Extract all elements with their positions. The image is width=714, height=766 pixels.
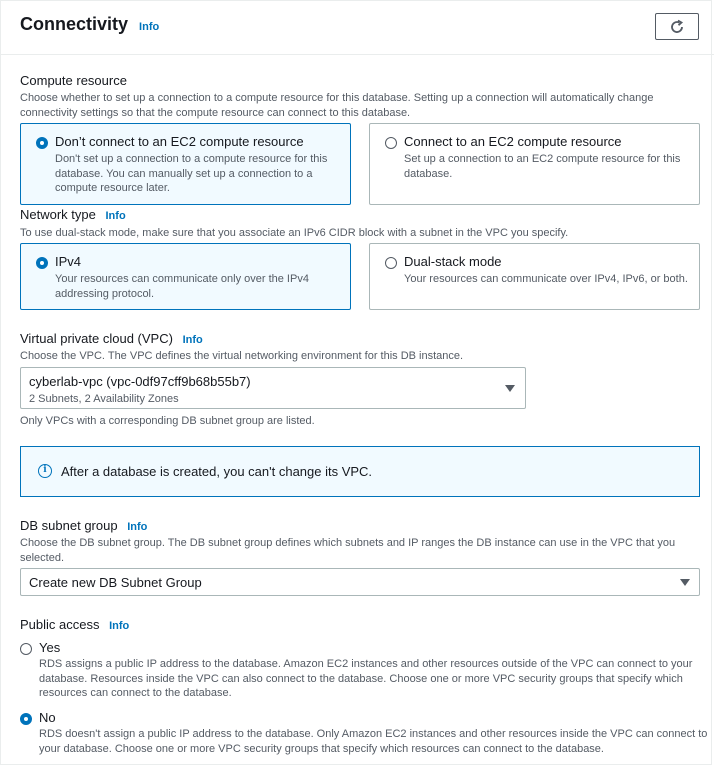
network-type-description: To use dual-stack mode, make sure that you associate an IPv6 CIDR block with a subnet in the VPC you specify. [20,227,569,239]
vpc-description: Choose the VPC. The VPC defines the virtual networking environment for this DB instance. [20,350,464,362]
tile-dual-stack[interactable] [369,243,700,310]
vpc-hint: Only VPCs with a corresponding DB subnet group are listed. [20,415,315,427]
option-desc-line: RDS doesn't assign a public IP address to the database. Only Amazon EC2 instances and other resources inside the VPC can connect to [39,728,708,740]
compute-resource-label: Compute resource [20,73,127,88]
vpc-label-text: Virtual private cloud (VPC) [20,331,173,346]
public-access-yes-desc [39,657,710,701]
subnet-group-desc-line2: selected. [20,551,65,564]
subnet-group-label-text: DB subnet group [20,518,118,533]
public-access-no-title: No [39,710,56,725]
info-circle-icon: i [38,464,52,478]
tile-desc-line: Your resources can communicate over IPv4, IPv6, or both. [404,273,688,285]
tile-connect-ec2-desc [404,152,680,181]
public-access-label-text: Public access [20,617,100,632]
tile-desc-line: Your resources can communicate only over the IPv4 [55,273,309,285]
tile-desc-line: compute resource later. [55,182,170,194]
vpc-select[interactable] [20,367,526,409]
tile-desc-line: Don't set up a connection to a compute resource for this [55,153,328,165]
tile-dual-stack-desc [404,272,688,287]
subnet-group-select-value: Create new DB Subnet Group [29,575,202,590]
vpc-select-detail: 2 Subnets, 2 Availability Zones [29,393,179,405]
tile-desc-line: database. You can manually set up a connection to a [55,167,313,180]
tile-ipv4[interactable] [20,243,351,310]
option-desc-line: database. Resources inside the VPC can also connect to the database. Choose one or more VPC security groups that specify which [39,672,683,685]
tile-dont-connect-ec2[interactable] [20,123,351,205]
vpc-alert-text: After a database is created, you can't change its VPC. [61,464,373,479]
panel-title-text: Connectivity [20,14,129,34]
info-link[interactable]: Info [139,21,160,33]
subnet-group-description [20,536,700,565]
option-desc-line: your database. Choose one or more VPC security groups that specify which resources can connect to the database. [39,742,604,755]
caret-down-icon [505,385,515,392]
subnet-group-desc-line1: Choose the DB subnet group. The DB subnet group defines which subnets and IP ranges the DB instance can use in the VPC that you [20,537,676,549]
public-access-option-yes[interactable] [20,640,710,702]
radio-connect-ec2[interactable] [385,137,397,149]
network-type-label [20,207,126,222]
public-access-option-no[interactable] [20,710,710,758]
subnet-group-label [20,518,147,533]
public-access-no-desc [39,727,710,756]
radio-dual-stack[interactable] [385,257,397,269]
refresh-icon [669,19,685,35]
vpc-label [20,331,203,346]
compute-resource-desc-line2: connectivity settings so that the compute resource can connect to this database. [20,106,411,119]
refresh-button[interactable] [655,13,699,40]
radio-ipv4[interactable] [36,257,48,269]
tile-dont-connect-ec2-desc [55,152,327,196]
tile-dont-connect-ec2-title: Don’t connect to an EC2 compute resource [55,134,304,149]
public-access-yes-title: Yes [39,640,61,655]
subnet-group-select[interactable] [20,568,700,596]
tile-connect-ec2[interactable] [369,123,700,205]
info-link[interactable]: Info [127,521,148,533]
radio-public-access-no[interactable] [20,713,32,725]
radio-dont-connect-ec2[interactable] [36,137,48,149]
tile-ipv4-title: IPv4 [55,254,82,269]
info-link[interactable]: Info [105,210,126,222]
tile-desc-line: database. [404,167,453,180]
vpc-select-value: cyberlab-vpc (vpc-0df97cff9b68b55b7) [29,374,251,389]
header-divider [0,54,714,55]
network-type-label-text: Network type [20,207,96,222]
info-link[interactable]: Info [182,334,203,346]
caret-down-icon [680,579,690,586]
tile-dual-stack-title: Dual-stack mode [404,254,502,269]
option-desc-line: resources can connect to the database. [39,687,232,699]
compute-resource-description [20,91,700,120]
tile-desc-line: Set up a connection to an EC2 compute resource for this [404,153,681,165]
tile-desc-line: addressing protocol. [55,287,155,300]
info-link[interactable]: Info [109,620,130,632]
tile-ipv4-desc [55,272,309,301]
tile-connect-ec2-title: Connect to an EC2 compute resource [404,134,622,149]
compute-resource-desc-line1: Choose whether to set up a connection to a compute resource for this database. Setting up a connection will automatically change [20,92,654,104]
radio-public-access-yes[interactable] [20,643,32,655]
public-access-label [20,617,129,632]
vpc-info-alert [20,446,700,497]
panel-title [20,14,159,35]
option-desc-line: RDS assigns a public IP address to the database. Amazon EC2 instances and other resources outside of the VPC can connect to your [39,658,693,670]
